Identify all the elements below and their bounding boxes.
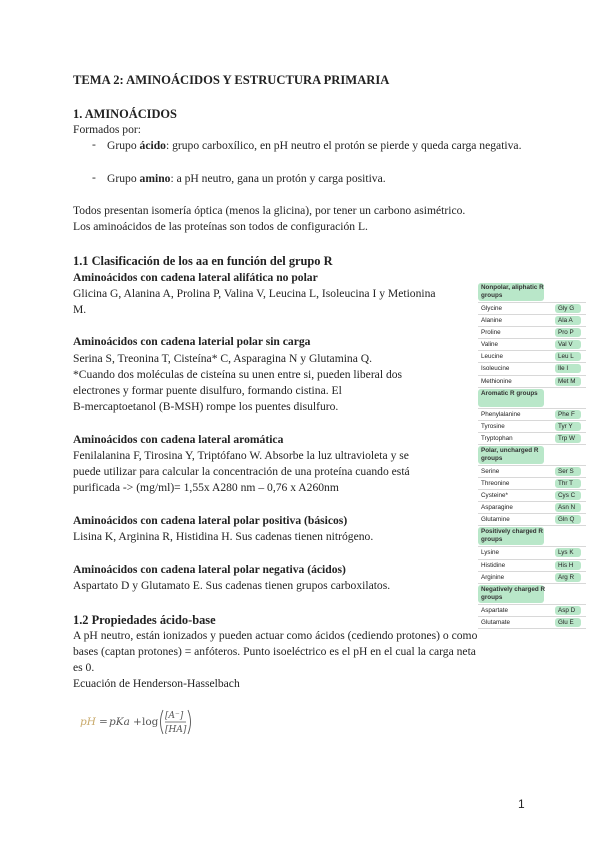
aa-code: Cys C xyxy=(558,492,576,500)
aa-name: Glutamine xyxy=(481,516,510,524)
aa-name: Lysine xyxy=(481,549,499,557)
eq-lhs: pH xyxy=(80,716,96,728)
group-aliphatic-title: Aminoácidos con cadena lateral alifática no polar xyxy=(73,271,318,284)
aa-row xyxy=(478,560,586,572)
aa-code: Arg R xyxy=(558,573,575,581)
group-polar-title: Aminoácidos con cadena laterial polar sin carga xyxy=(73,335,311,348)
group-polar-line: *Cuando dos moléculas de cisteína su unen entre si, pueden liberal dos xyxy=(73,368,403,381)
section-1-1-heading: 1.1 Clasificación de los aa en función del grupo R xyxy=(73,254,333,268)
aa-name: Alanine xyxy=(481,317,503,325)
aa-row xyxy=(478,421,586,433)
acid-base-line: es 0. xyxy=(73,661,95,674)
aa-row xyxy=(478,514,586,526)
aa-row xyxy=(478,547,586,559)
group-aromatic-line: Fenilalanina F, Tirosina Y, Triptófano W. Absorbe la luz ultravioleta y se xyxy=(73,449,409,462)
aa-row xyxy=(478,490,586,502)
aa-group-header xyxy=(478,282,586,303)
aa-code: Leu L xyxy=(558,353,574,361)
aa-code: Glu E xyxy=(558,618,574,626)
aa-name: Tryptophan xyxy=(481,434,513,442)
aa-code: Val V xyxy=(558,341,573,349)
aa-name: Aspartate xyxy=(481,606,508,614)
eq-right-paren xyxy=(188,710,191,734)
group-positive-title: Aminoácidos con cadena lateral polar positiva (básicos) xyxy=(73,514,348,527)
aa-group-header xyxy=(478,526,586,547)
amino-acid-table xyxy=(478,282,586,629)
aa-group-label: Positively charged R groups xyxy=(481,528,543,544)
eq-equals: = xyxy=(99,716,108,728)
group-aromatic-title: Aminoácidos con cadena lateral aromática xyxy=(73,433,284,446)
aa-name: Cysteine* xyxy=(481,492,508,500)
page-number: 1 xyxy=(518,797,525,811)
isomeria-paragraph: Todos presentan isomería óptica (menos la glicina), por tener un carbono asimétrico. xyxy=(73,204,466,217)
group-polar-line: B-mercaptoetanol (B-MSH) rompe los puentes disulfuro. xyxy=(73,400,339,413)
aa-name: Phenylalanine xyxy=(481,410,521,418)
aa-name: Leucine xyxy=(481,353,504,361)
aa-row xyxy=(478,433,586,445)
group-negative-title: Aminoácidos con cadena lateral polar negativa (ácidos) xyxy=(73,563,346,576)
aa-code: Asn N xyxy=(558,504,576,512)
eq-denominator: [HA] xyxy=(165,725,187,735)
group-aromatic-line: purificada -> (mg/ml)= 1,55x A280 nm – 0,76 x A260nm xyxy=(73,481,339,494)
aa-group-header xyxy=(478,445,586,466)
aa-name: Tyrosine xyxy=(481,422,505,430)
eq-numerator: [A⁻] xyxy=(165,711,184,721)
eq-left-paren xyxy=(161,710,164,734)
group-aromatic-line: puede utilizar para calcular la concentración de una proteína cuando está xyxy=(73,465,410,478)
aa-row xyxy=(478,315,586,327)
aa-group-header xyxy=(478,388,586,409)
aa-code: Phe F xyxy=(558,410,575,418)
aa-row xyxy=(478,617,586,629)
aa-name: Arginine xyxy=(481,573,505,581)
aa-code: Gln Q xyxy=(558,516,575,524)
aa-name: Valine xyxy=(481,341,499,349)
bullet-amino-rest: : a pH neutro, gana un protón y carga positiva. xyxy=(170,172,386,185)
aa-code: Ala A xyxy=(558,317,573,325)
aa-row xyxy=(478,327,586,339)
bullet-acid-rest: : grupo carboxílico, en pH neutro el protón se pierde y queda carga negativa. xyxy=(165,139,522,152)
aa-row xyxy=(478,572,586,584)
bullet-amino-bold: amino xyxy=(139,172,171,185)
eq-pka: pKa xyxy=(109,716,130,728)
configuracion-paragraph: Los aminoácidos de las proteínas son todos de configuración L. xyxy=(73,220,368,233)
group-aliphatic-line: Glicina G, Alanina A, Prolina P, Valina V, Leucina L, Isoleucina I y Metionina xyxy=(73,287,436,300)
aa-code: Lys K xyxy=(558,549,574,557)
aa-row xyxy=(478,605,586,617)
aa-code: Trp W xyxy=(558,434,575,442)
group-aliphatic-line: M. xyxy=(73,303,87,316)
section-1-2-heading: 1.2 Propiedades ácido-base xyxy=(73,613,216,627)
aa-row xyxy=(478,351,586,363)
aa-row xyxy=(478,466,586,478)
section-1-intro: Formados por: xyxy=(73,123,141,136)
bullet-acid-prefix: Grupo xyxy=(107,139,140,152)
aa-name: Isoleucine xyxy=(481,365,510,373)
aa-name: Methionine xyxy=(481,377,512,385)
equation-title: Ecuación de Henderson-Hasselbach xyxy=(73,677,240,690)
aa-group-label: Aromatic R groups xyxy=(481,389,538,397)
aa-code: His H xyxy=(558,561,574,569)
aa-group-label: Polar, uncharged R groups xyxy=(481,446,539,462)
aa-name: Asparagine xyxy=(481,504,513,512)
aa-row xyxy=(478,502,586,514)
group-positive-line: Lisina K, Arginina R, Histidina H. Sus cadenas tienen nitrógeno. xyxy=(73,530,374,543)
aa-code: Ile I xyxy=(558,365,569,373)
acid-base-line: A pH neutro, están ionizados y pueden actuar como ácidos (cediendo protones) o como xyxy=(73,629,478,642)
aa-name: Histidine xyxy=(481,561,506,569)
aa-name: Serine xyxy=(481,467,500,475)
document-title: TEMA 2: AMINOÁCIDOS Y ESTRUCTURA PRIMARIA xyxy=(73,73,390,87)
aa-row xyxy=(478,409,586,421)
aa-name: Proline xyxy=(481,329,501,337)
aa-name: Threonine xyxy=(481,480,510,488)
aa-group-header xyxy=(478,584,586,605)
acid-base-line: bases (captan protones) = anfóteros. Punto isoeléctrico es el pH en el cual la carga neta xyxy=(73,645,476,658)
group-polar-line: electrones y formar puente disulfuro, formando cistina. El xyxy=(73,384,342,397)
bullet-acid-bold: ácido xyxy=(139,139,166,152)
aa-name: Glycine xyxy=(481,305,502,312)
aa-row xyxy=(478,363,586,375)
bullet-mark: - xyxy=(92,138,96,151)
aa-code: Tyr Y xyxy=(558,422,573,430)
eq-log: log xyxy=(142,716,159,728)
aa-code: Thr T xyxy=(558,480,573,488)
aa-code: Asp D xyxy=(558,606,576,614)
aa-group-label: Nonpolar, aliphatic R groups xyxy=(481,284,544,299)
bullet-amino-prefix: Grupo xyxy=(107,172,140,185)
aa-group-label: Negatively charged R groups xyxy=(481,585,546,601)
henderson-hasselbach-equation xyxy=(80,705,200,742)
equation-svg xyxy=(80,705,200,739)
bullet-acid xyxy=(107,138,537,154)
aa-row xyxy=(478,339,586,351)
aa-name: Glutamate xyxy=(481,618,511,626)
bullet-mark: - xyxy=(92,171,96,184)
section-1-heading: 1. AMINOÁCIDOS xyxy=(73,107,177,121)
aa-code: Met M xyxy=(558,377,576,385)
eq-plus: + xyxy=(133,716,142,728)
bullet-amino xyxy=(107,171,537,187)
group-polar-line: Serina S, Treonina T, Cisteína* C, Asparagina N y Glutamina Q. xyxy=(73,352,373,365)
aa-code: Gly G xyxy=(558,305,575,312)
aa-row xyxy=(478,303,586,315)
aa-row xyxy=(478,478,586,490)
group-negative-line: Aspartato D y Glutamato E. Sus cadenas tienen grupos carboxilatos. xyxy=(73,579,391,592)
aa-code: Ser S xyxy=(558,467,574,475)
aa-row xyxy=(478,376,586,388)
aa-code: Pro P xyxy=(558,329,574,337)
